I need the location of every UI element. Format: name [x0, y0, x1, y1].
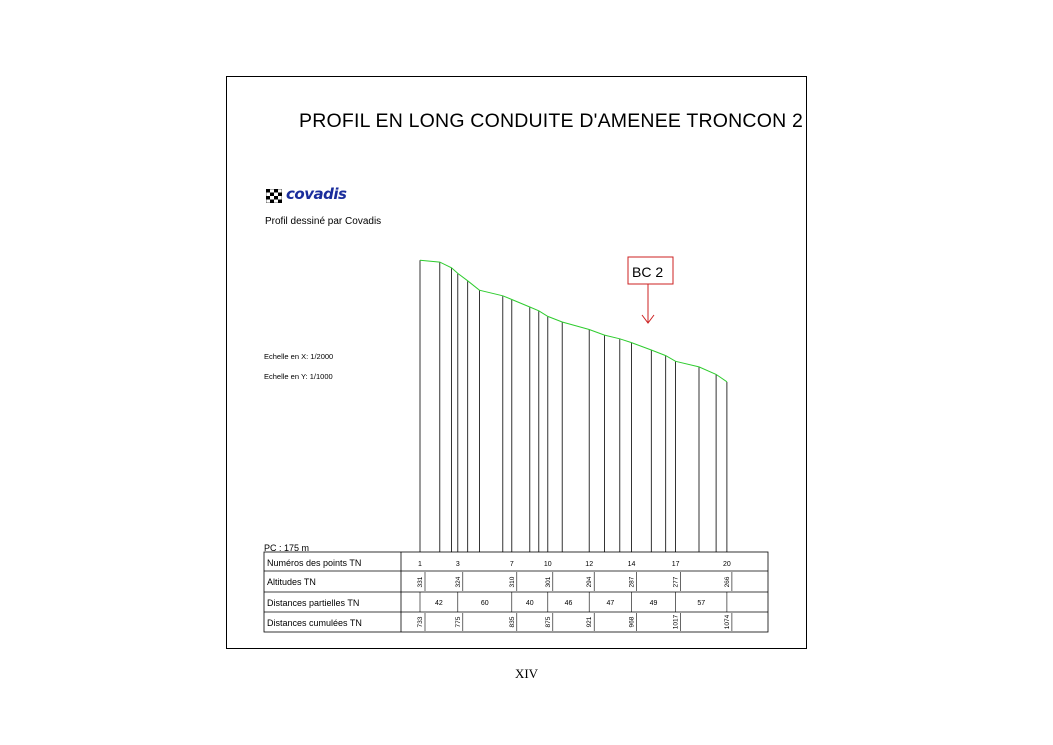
table-cell-cumulative-distance: 875: [544, 616, 552, 628]
scale-x-label: Echelle en X: 1/2000: [264, 352, 334, 361]
table-cell-partial-distance: 60: [480, 600, 489, 607]
table-cell-partial-distance: 42: [435, 600, 443, 607]
table-cell-point-number: 12: [585, 561, 594, 568]
page-number: XIV: [514, 666, 539, 681]
table-cell-altitude: 294: [586, 576, 594, 588]
table-cell-point-number: 10: [543, 561, 552, 568]
table-cell-partial-distance: 49: [649, 600, 658, 607]
table-row-label: Numéros des points TN: [267, 558, 362, 568]
table-row-label: Distances partielles TN: [267, 598, 360, 608]
table-cell-point-number: 1: [418, 561, 422, 568]
table-cell-altitude: 310: [508, 576, 516, 588]
table-row-label: Distances cumulées TN: [267, 618, 362, 628]
table-cell-point-number: 17: [671, 561, 680, 568]
table-cell-partial-distance: 40: [525, 600, 534, 607]
table-cell-cumulative-distance: 775: [454, 616, 462, 628]
logo-text: covadis: [286, 185, 347, 203]
table-cell-cumulative-distance: 921: [586, 616, 594, 628]
table-cell-altitude: 301: [544, 576, 552, 588]
table-cell-altitude: 331: [417, 576, 424, 588]
table-row-labels: [267, 558, 362, 628]
page-title: PROFIL EN LONG CONDUITE D'AMENEE TRONCON 2: [299, 110, 804, 132]
table-cell-point-number: 20: [723, 561, 731, 568]
table-cell-altitude: 287: [628, 576, 636, 588]
subtitle: Profil dessiné par Covadis: [265, 216, 382, 227]
table-cell-partial-distance: 46: [564, 600, 573, 607]
table-cell-altitude: 324: [454, 576, 462, 588]
table-cell-point-number: 3: [455, 561, 460, 568]
table-cell-point-number: 14: [627, 561, 636, 568]
comparison-plane-label: PC : 175 m: [264, 543, 310, 553]
table-cell-altitude: 277: [672, 576, 680, 588]
table-cell-cumulative-distance: 1017: [672, 614, 680, 630]
table-cell-cumulative-distance: 1074: [723, 614, 731, 630]
table-row-label: Altitudes TN: [267, 577, 316, 587]
table-cell-cumulative-distance: 733: [417, 616, 424, 628]
table-cell-partial-distance: 47: [606, 600, 615, 607]
table-cell-cumulative-distance: 968: [628, 616, 636, 628]
annotation-label: BC 2: [632, 264, 664, 280]
scale-y-label: Echelle en Y: 1/1000: [264, 372, 333, 381]
table-cell-point-number: 7: [509, 561, 514, 568]
table-cell-partial-distance: 57: [697, 600, 706, 607]
table-cell-altitude: 266: [723, 576, 731, 588]
table-cell-cumulative-distance: 835: [508, 616, 516, 628]
